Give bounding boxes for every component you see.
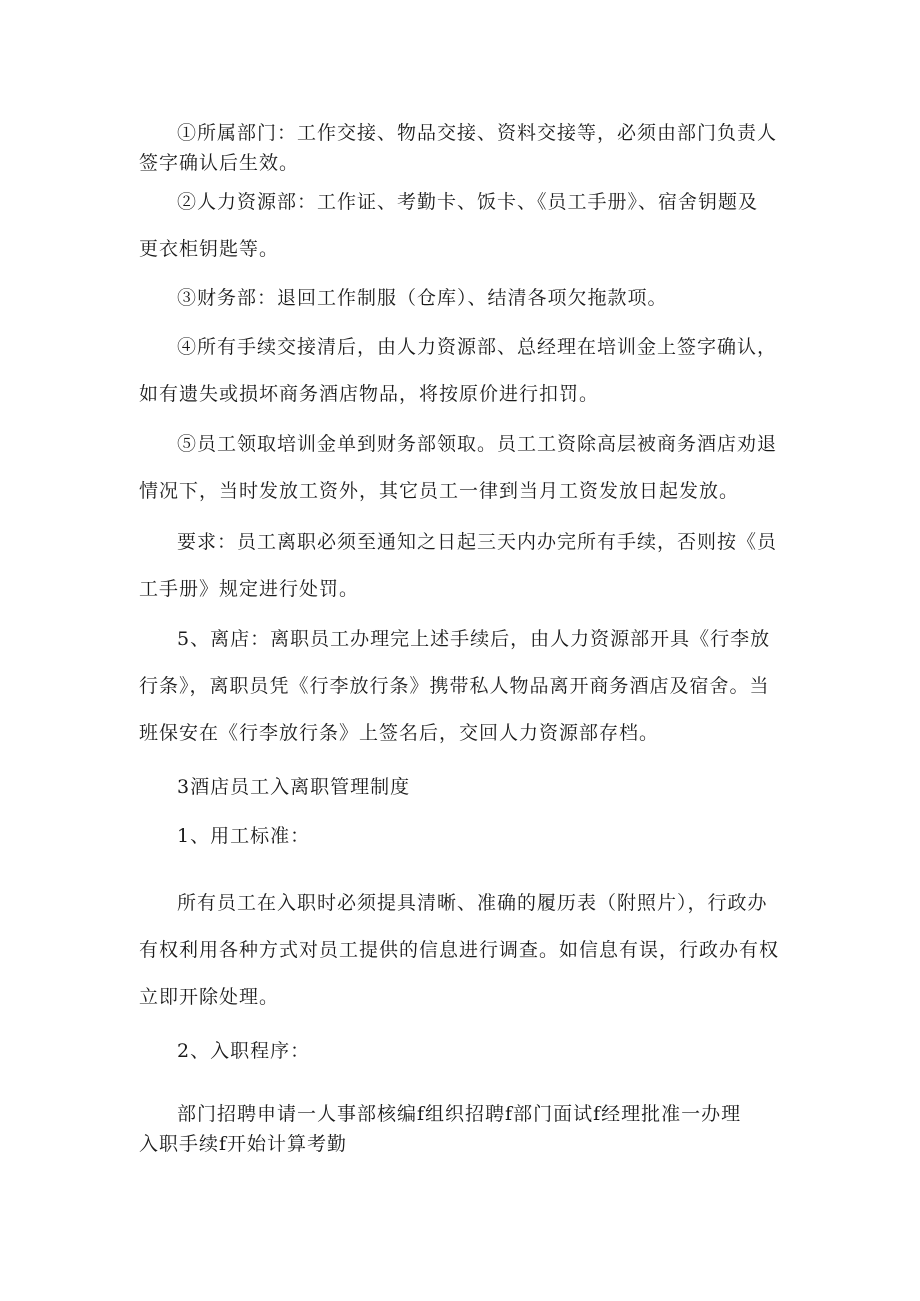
paragraph-line: 情况下，当时发放工资外，其它员工一律到当月工资发放日起发放。 — [139, 480, 740, 502]
paragraph-line: ②人力资源部：工作证、考勤卡、饭卡、《员工手册》、宿舍钥题及 — [177, 191, 759, 213]
section-heading — [139, 776, 789, 798]
paragraph-line: ④所有手续交接清后，由人力资源部、总经理在培训金上签字确认， — [177, 336, 778, 358]
paragraph-training-fund — [139, 433, 789, 502]
subheading-text: 2、入职程序： — [177, 1040, 311, 1062]
subheading-text: 1、用工标准： — [177, 825, 311, 847]
paragraph-line: 更衣柜钥匙等。 — [139, 238, 280, 260]
section-heading-text: 3酒店员工入离职管理制度 — [177, 776, 411, 798]
subheading-onboarding-procedure — [139, 1040, 789, 1062]
paragraph-line: 班保安在《行李放行条》上签名后，交回人力资源部存档。 — [139, 722, 660, 744]
paragraph-requirement — [139, 531, 789, 600]
paragraph-line: 所有员工在入职时必须提具清晰、准确的履历表（附照片），行政办 — [177, 892, 768, 914]
paragraph-line: ③财务部：退回工作制服（仓库）、结清各项欠拖款项。 — [177, 287, 668, 309]
paragraph-line: 立即开除处理。 — [139, 986, 280, 1008]
paragraph-final-signoff — [139, 336, 789, 405]
paragraph-finance-handover — [139, 287, 789, 309]
paragraph-line: 行条》，离职员凭《行李放行条》携带私人物品离开商务酒店及宿舍。当 — [139, 675, 770, 697]
paragraph-line: ①所属部门：工作交接、物品交接、资料交接等，必须由部门负责人 — [177, 122, 778, 144]
paragraph-leaving-hotel — [139, 628, 789, 744]
paragraph-line: 部门招聘申请一人事部核编f组织招聘f部门面试f经理批准一办理 — [177, 1103, 742, 1125]
paragraph-line: 入职手续f开始计算考勤 — [139, 1133, 348, 1155]
paragraph-line: 有权利用各种方式对员工提供的信息进行调查。如信息有误，行政办有权 — [139, 939, 780, 961]
paragraph-line: 如有遗失或损坏商务酒店物品，将按原价进行扣罚。 — [139, 383, 600, 405]
paragraph-resume-requirement — [139, 892, 789, 1008]
paragraph-line: ⑤员工领取培训金单到财务部领取。员工工资除高层被商务酒店劝退 — [177, 433, 778, 455]
paragraph-department-handover — [139, 122, 789, 174]
paragraph-line: 5、离店：离职员工办理完上述手续后，由人力资源部开具《行李放 — [177, 628, 771, 650]
paragraph-line: 要求：员工离职必须至通知之日起三天内办完所有手续，否则按《员 — [177, 531, 778, 553]
paragraph-hr-handover — [139, 191, 789, 260]
paragraph-onboarding-flow — [139, 1103, 789, 1155]
paragraph-line: 签字确认后生效。 — [139, 152, 300, 174]
subheading-employment-standard — [139, 825, 789, 847]
paragraph-line: 工手册》规定进行处罚。 — [139, 578, 360, 600]
